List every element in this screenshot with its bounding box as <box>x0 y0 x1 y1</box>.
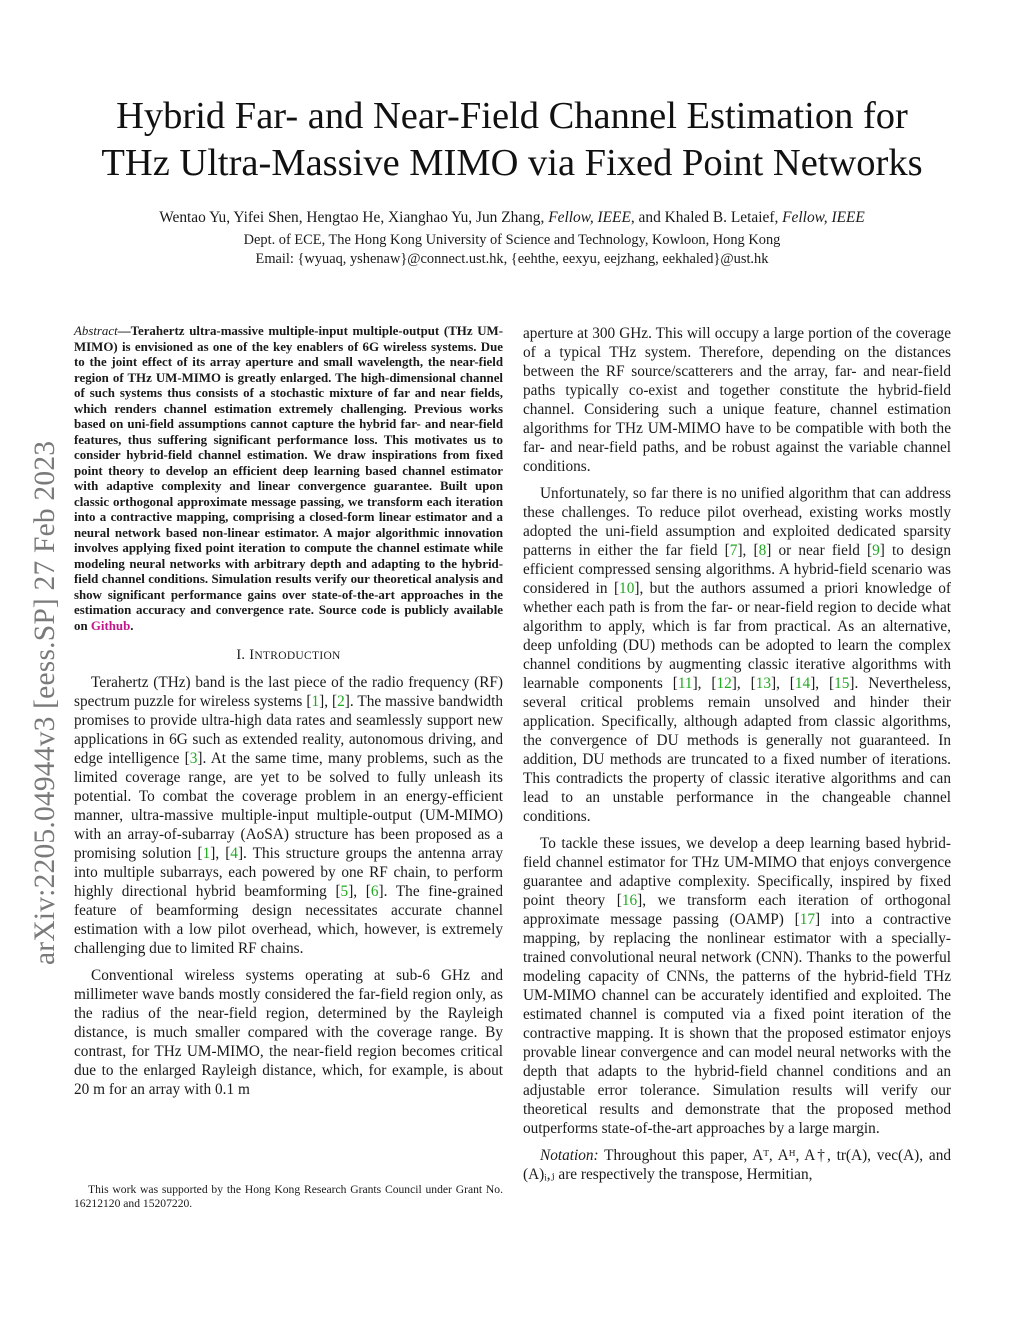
citation-ref[interactable]: 14 <box>794 675 811 692</box>
citation-ref[interactable]: 17 <box>799 911 816 928</box>
notation-paragraph <box>523 1146 951 1184</box>
authors-fellow-2: Fellow, IEEE <box>782 209 865 226</box>
citation-ref[interactable]: 9 <box>872 542 880 559</box>
citation-ref[interactable]: 16 <box>621 892 638 909</box>
notation-label: Notation: <box>540 1147 599 1164</box>
citation-ref[interactable]: 5 <box>340 883 349 900</box>
right-column <box>523 324 951 1192</box>
citation-ref[interactable]: 3 <box>189 750 198 767</box>
citation-ref[interactable]: 4 <box>230 845 238 862</box>
citation-ref[interactable]: 15 <box>834 675 850 692</box>
abstract-end: . <box>130 618 134 633</box>
authors-and: , and Khaled B. Letaief, <box>630 209 779 226</box>
intro-paragraph-1: Terahertz (THz) band is the last piece of the radio frequency (RF) spectrum puzzle for wireless systems [1], [2]. The massive bandwidth promises to provide ultra-high data rates and seamlessly support new applications in 6G such as extended reality, autonomous driving, and edge intelligence [3]. At the same time, many problems, such as the limited coverage range, are yet to be solved to fully unleash its potential. To combat the coverage problem in an energy-efficient manner, ultra-massive multiple-input multiple-output (UM-MIMO) with an array-of-subarray (AoSA) structure has been proposed as a promising solution [1], [4]. This structure groups the antenna array into multiple subarrays, each powered by one RF chain, to perform highly directional hybrid beamforming [5], [6]. The fine-grained feature of beamforming design necessitates accurate channel estimation with a low pilot overhead, which, however, is extremely challenging due to limited RF chains. <box>74 674 503 957</box>
citation-ref[interactable]: 12 <box>716 675 732 692</box>
citation-ref[interactable]: 11 <box>677 675 693 692</box>
citation-ref[interactable]: 6 <box>370 883 379 900</box>
abstract <box>74 324 503 634</box>
citation-ref[interactable]: 2 <box>337 693 345 710</box>
notation-text: Throughout this paper, Aᵀ, Aᴴ, A†, tr(A), vec(A), and (A)ᵢ,ⱼ are respectively the transpose, Hermitian, <box>523 1147 951 1183</box>
affiliation: Dept. of ECE, The Hong Kong University of Science and Technology, Kowloon, Hong Kong <box>243 232 781 248</box>
abstract-text: —Terahertz ultra-massive multiple-input multiple-output (THz UM-MIMO) is envisioned as one of the key enablers of 6G wireless systems. Due to the joint effect of its array aperture and small wavelength, the near-field region of THz UM-MIMO is greatly enlarged. The high-dimensional channel of such systems thus consists of a stochastic mixture of far and near fields, which renders channel estimation extremely challenging. Previous works based on uni-field assumptions cannot capture the hybrid far- and near-field features, thus suffering significant performance loss. This motivates us to consider hybrid-field channel estimation. We draw inspirations from fixed point theory to develop an efficient deep learning based channel estimator with adaptive complexity and linear convergence guarantee. Built upon classic orthogonal approximate message passing, we transform each iteration into a contractive mapping, comprising a closed-form linear estimator and a neural network based non-linear estimator. A major algorithmic innovation involves applying fixed point iteration to compute the channel estimate while modeling neural networks with arbitrary depth and adapting to the hybrid-field channel conditions. Simulation results verify our theoretical analysis and show significant performance gains over state-of-the-art approaches in the estimation accuracy and convergence rate. Source code is publicly available on <box>74 324 503 633</box>
section-heading-introduction <box>74 647 503 664</box>
citation-ref[interactable]: 8 <box>758 542 767 559</box>
left-column <box>74 324 503 1107</box>
authors-names: Wentao Yu, Yifei Shen, Hengtao He, Xianghao Yu, Jun Zhang, <box>159 209 545 226</box>
arxiv-identifier: arXiv:2205.04944v3 [eess.SP] 27 Feb 2023 <box>29 440 61 965</box>
author-list <box>40 208 984 228</box>
section-number: I. I <box>236 647 255 663</box>
intro-paragraph-4: Unfortunately, so far there is no unified algorithm that can address these challenges. To reduce pilot overhead, existing works mostly adopted the uni-field assumption and exploited dedicated sparsity patterns in either the far field [7], [8] or near field [9] to design efficient compressed sensing algorithms. A hybrid-field scenario was considered in [10], but the authors assumed a priori knowledge of whether each path is from the far- or near-field region to decide what algorithm to apply, which is far from practical. As an alternative, deep unfolding (DU) methods can be adopted to learn the complex channel conditions by augmenting classic iterative algorithms with learnable components [11], [12], [13], [14], [15]. Nevertheless, several critical problems remain unsolved and hinder their application. Specifically, although adapted from classic algorithms, the convergence of DU methods is generally not guaranteed. In addition, DU methods are truncated to a fixed number of iterations. This contradicts the property of classic iterative algorithms and can lead to an unstable performance in the changeable channel conditions. <box>523 485 952 825</box>
abstract-label: Abstract <box>74 324 118 338</box>
intro-paragraph-2: Conventional wireless systems operating at sub-6 GHz and millimeter wave bands mostly considered the far-field region only, as the radius of the near-field region, determined by the Rayleigh distance, is much smaller compared with the coverage range. By contrast, for THz UM-MIMO, the near-field region becomes critical due to the enlarged Rayleigh distance, which, for example, is about 20 m for an array with 0.1 m <box>74 967 503 1098</box>
affiliation-block <box>40 231 984 269</box>
title-line-2: THz Ultra-Massive MIMO via Fixed Point Networks <box>101 142 923 184</box>
citation-ref[interactable]: 1 <box>311 693 320 710</box>
citation-ref[interactable]: 13 <box>755 675 771 692</box>
citation-ref[interactable]: 7 <box>729 542 738 559</box>
citation-ref[interactable]: 10 <box>619 580 635 597</box>
footnote: This work was supported by the Hong Kong Research Grants Council under Grant No. 16212120 and 15207220. <box>74 1183 503 1210</box>
github-link[interactable]: Github <box>90 618 131 633</box>
paper-title <box>60 93 964 187</box>
email-line: Email: {wyuaq, yshenaw}@connect.ust.hk, {eehthe, eexyu, eejzhang, eekhaled}@ust.hk <box>255 251 769 267</box>
section-title: NTRODUCTION <box>254 650 341 662</box>
intro-paragraph-3: aperture at 300 GHz. This will occupy a large portion of the coverage of a typical THz system. Therefore, depending on the distances between the RF source/scatterers and the array, far- and near-field paths typically co-exist and together constitute the hybrid-field channel. Considering such a unique feature, channel estimation algorithms for THz UM-MIMO have to be compatible with both the far- and near-field paths, and be robust against the variable channel conditions. <box>523 325 951 475</box>
title-line-1: Hybrid Far- and Near-Field Channel Estimation for <box>116 95 908 137</box>
authors-fellow-1: Fellow, IEEE <box>548 209 631 226</box>
intro-paragraph-5: To tackle these issues, we develop a deep learning based hybrid-field channel estimator for THz UM-MIMO that enjoys convergence guarantee and adaptive complexity. Specifically, inspired by fixed point theory [16], we transform each iteration of orthogonal approximate message passing (OAMP) [17] into a contractive mapping, by replacing the nonlinear estimator with a specially-trained convolutional neural network (CNN). Thanks to the powerful modeling capacity of CNNs, the patterns of the hybrid-field THz UM-MIMO channel can be accurately identified and exploited. The estimated channel is computed via a fixed point iteration of the contractive mapping. It is shown that the proposed estimator enjoys provable linear convergence and can model neural networks with the depth that adapts to the hybrid-field channel conditions and an adjustable error tolerance. Simulation results will verify our theoretical results and demonstrate that the proposed method outperforms state-of-the-art approaches by a large margin. <box>523 835 951 1137</box>
citation-ref[interactable]: 1 <box>202 845 211 862</box>
